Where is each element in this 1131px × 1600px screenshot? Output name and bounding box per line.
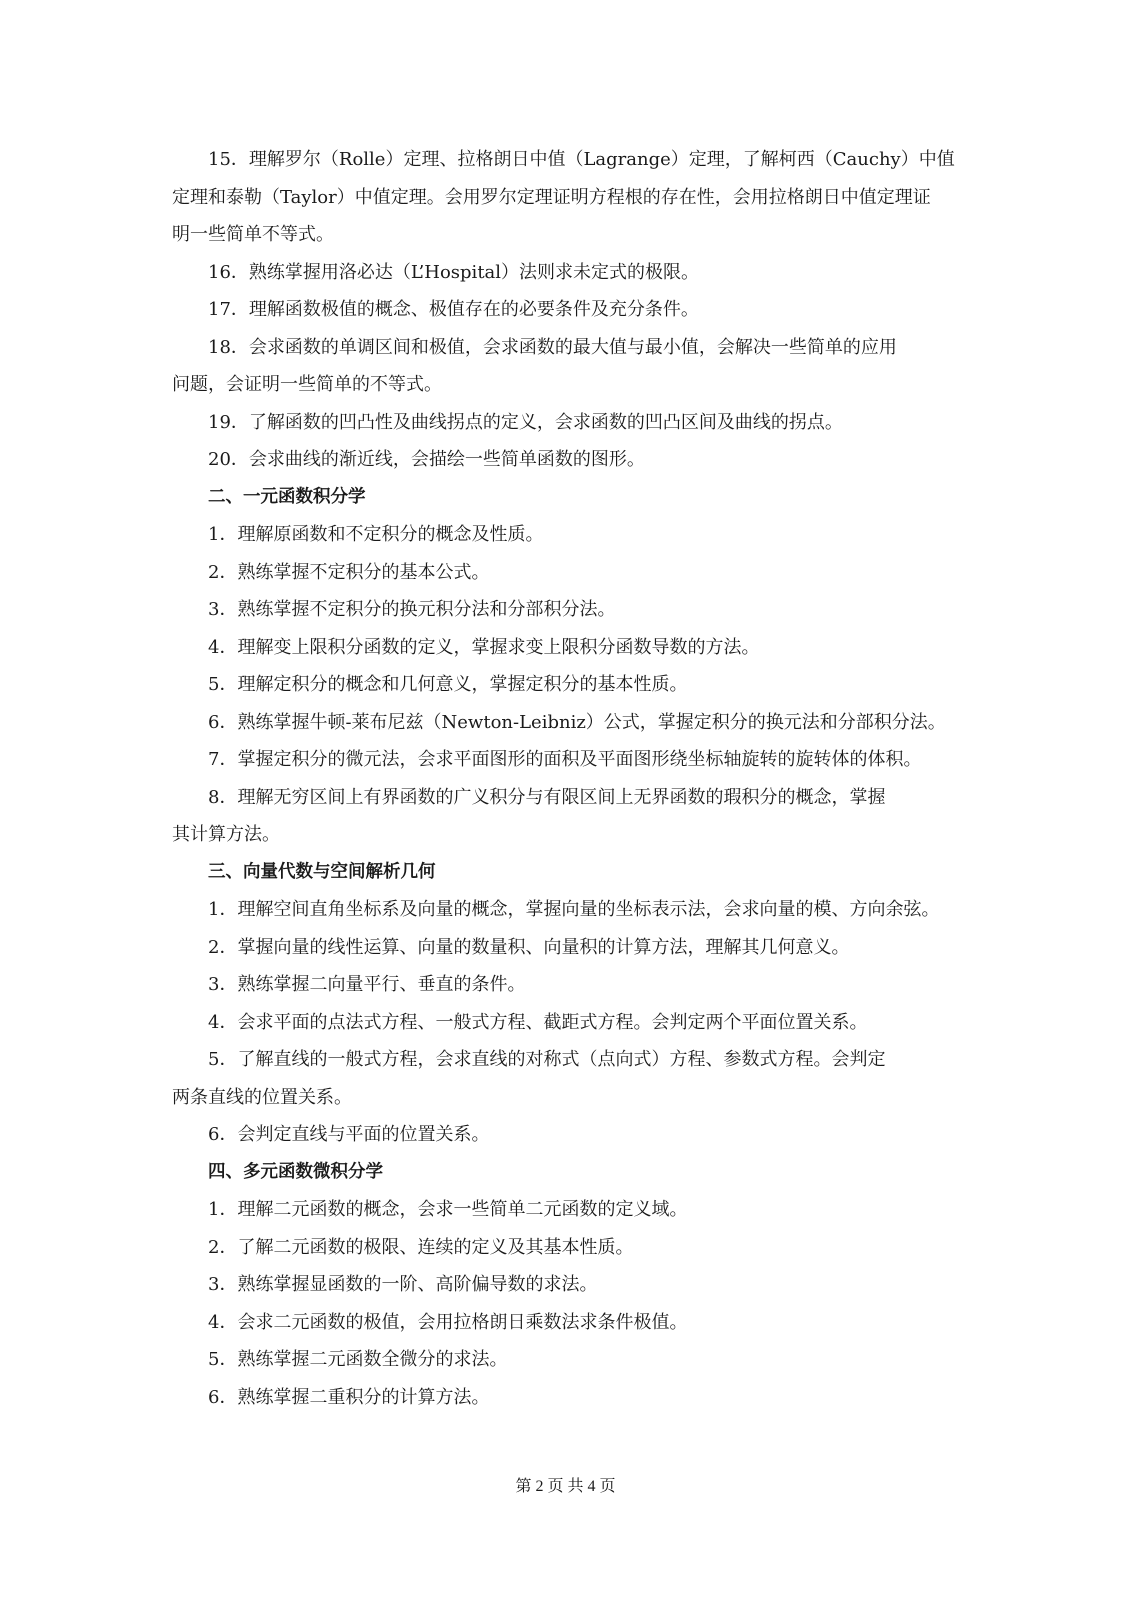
- page-footer: 第 2 页 共 4 页: [515, 1478, 616, 1495]
- text-line: 问题，会证明一些简单的不等式。: [172, 374, 442, 395]
- text-line: 3．熟练掌握不定积分的换元积分法和分部积分法。: [208, 599, 616, 620]
- text-line: 2．了解二元函数的极限、连续的定义及其基本性质。: [208, 1236, 634, 1258]
- text-line: 20．会求曲线的渐近线，会描绘一些简单函数的图形。: [208, 449, 645, 470]
- text-line: 15．理解罗尔（Rolle）定理、拉格朗日中值（Lagrange）定理，了解柯西（Cauchy）中值: [208, 149, 955, 170]
- section-heading: 三、向量代数与空间解析几何: [208, 861, 436, 882]
- text-line: 4．会求二元函数的极值，会用拉格朗日乘数法求条件极值。: [208, 1311, 688, 1333]
- text-line: 两条直线的位置关系。: [172, 1086, 352, 1108]
- text-line: 5．了解直线的一般式方程，会求直线的对称式（点向式）方程、参数式方程。会判定: [208, 1049, 886, 1070]
- section-heading: 四、多元函数微积分学: [208, 1161, 383, 1182]
- text-line: 3．熟练掌握显函数的一阶、高阶偏导数的求法。: [208, 1274, 598, 1295]
- text-line: 8．理解无穷区间上有界函数的广义积分与有限区间上无界函数的瑕积分的概念，掌握: [208, 786, 886, 808]
- text-line: 18．会求函数的单调区间和极值，会求函数的最大值与最小值，会解决一些简单的应用: [208, 336, 897, 358]
- text-line: 5．熟练掌握二元函数全微分的求法。: [208, 1349, 508, 1370]
- text-line: 6．熟练掌握二重积分的计算方法。: [208, 1386, 490, 1408]
- text-line: 2．掌握向量的线性运算、向量的数量积、向量积的计算方法，理解其几何意义。: [208, 936, 850, 958]
- text-line: 其计算方法。: [172, 824, 280, 845]
- text-line: 7．掌握定积分的微元法，会求平面图形的面积及平面图形绕坐标轴旋转的旋转体的体积。: [208, 749, 922, 770]
- text-line: 1．理解原函数和不定积分的概念及性质。: [208, 524, 544, 545]
- text-line: 1．理解二元函数的概念，会求一些简单二元函数的定义域。: [208, 1199, 688, 1220]
- text-line: 19．了解函数的凹凸性及曲线拐点的定义，会求函数的凹凸区间及曲线的拐点。: [208, 411, 843, 433]
- text-line: 5．理解定积分的概念和几何意义，掌握定积分的基本性质。: [208, 674, 688, 695]
- text-line: 2．熟练掌握不定积分的基本公式。: [208, 561, 490, 583]
- section-heading: 二、一元函数积分学: [208, 486, 366, 507]
- text-line: 6．会判定直线与平面的位置关系。: [208, 1124, 490, 1145]
- text-line: 6．熟练掌握牛顿-莱布尼兹（Newton-Leibniz）公式，掌握定积分的换元法和分部积分法。: [208, 711, 946, 733]
- text-line: 3．熟练掌握二向量平行、垂直的条件。: [208, 974, 526, 995]
- text-line: 明一些简单不等式。: [172, 224, 334, 245]
- text-line: 4．会求平面的点法式方程、一般式方程、截距式方程。会判定两个平面位置关系。: [208, 1011, 868, 1033]
- document-body: [172, 141, 967, 1416]
- text-line: 16．熟练掌握用洛必达（L’Hospital）法则求未定式的极限。: [208, 261, 700, 283]
- text-line: 17．理解函数极值的概念、极值存在的必要条件及充分条件。: [208, 299, 699, 320]
- text-line: 4．理解变上限积分函数的定义，掌握求变上限积分函数导数的方法。: [208, 636, 760, 658]
- text-line: 1．理解空间直角坐标系及向量的概念，掌握向量的坐标表示法，会求向量的模、方向余弦。: [208, 899, 940, 920]
- text-line: 定理和泰勒（Taylor）中值定理。会用罗尔定理证明方程根的存在性，会用拉格朗日中值定理证: [172, 186, 931, 208]
